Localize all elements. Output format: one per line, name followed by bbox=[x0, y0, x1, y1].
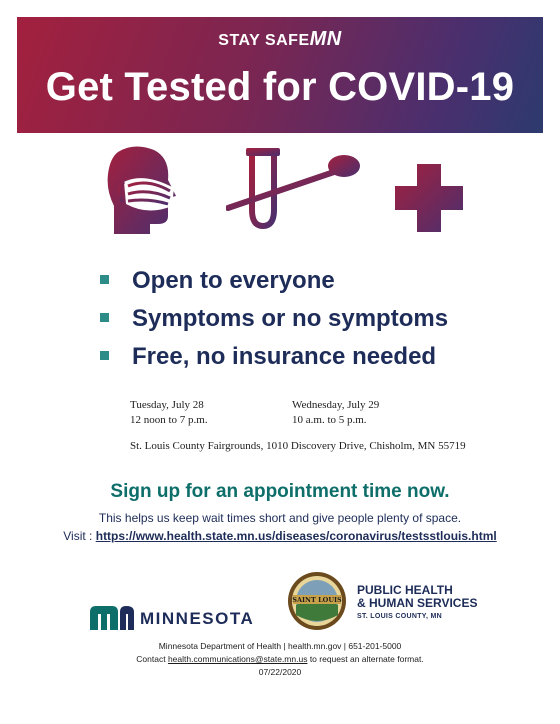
schedule-day: Wednesday, July 29 bbox=[292, 399, 380, 411]
medical-cross-icon bbox=[395, 164, 463, 232]
person-with-mask-icon bbox=[104, 146, 184, 234]
st-louis-county-seal-icon bbox=[287, 571, 347, 631]
list-item-text: Open to everyone bbox=[132, 267, 335, 294]
brand-prefix: STAY SAFE bbox=[218, 32, 310, 49]
header-banner bbox=[17, 17, 543, 133]
schedule-day: Tuesday, July 28 bbox=[130, 399, 204, 411]
location-address: St. Louis County Fairgrounds, 1010 Discovery Drive, Chisholm, MN 55719 bbox=[130, 440, 466, 452]
visit-line bbox=[0, 529, 560, 543]
schedule-day-1 bbox=[130, 398, 208, 428]
footer-suffix: to request an alternate format. bbox=[307, 654, 424, 664]
page-title: Get Tested for COVID-19 bbox=[45, 65, 515, 109]
list-item bbox=[100, 262, 500, 300]
minnesota-logo-icon bbox=[90, 606, 134, 630]
ph-line-3: ST. LOUIS COUNTY, MN bbox=[357, 613, 442, 620]
footer bbox=[0, 640, 560, 679]
test-tube-and-swab-icon bbox=[226, 148, 366, 230]
brand-suffix: MN bbox=[309, 28, 342, 50]
schedule-day-2 bbox=[292, 398, 379, 428]
registration-link[interactable]: https://www.health.state.mn.us/diseases/coronavirus/testsstlouis.html bbox=[95, 529, 497, 543]
ph-line-2: & HUMAN SERVICES bbox=[357, 596, 478, 610]
list-item-text: Symptoms or no symptoms bbox=[132, 305, 449, 332]
bullet-square-icon bbox=[100, 275, 109, 284]
footer-prefix: Contact bbox=[136, 654, 168, 664]
bullet-square-icon bbox=[100, 313, 109, 322]
icon-row bbox=[0, 146, 560, 236]
footer-date: 07/22/2020 bbox=[258, 667, 302, 677]
ph-line-1: PUBLIC HEALTH bbox=[357, 583, 453, 597]
bullet-square-icon bbox=[100, 351, 109, 360]
stay-safe-mn-logo bbox=[17, 28, 543, 51]
visit-label: Visit : bbox=[63, 529, 96, 543]
eligibility-list bbox=[100, 262, 500, 376]
minnesota-wordmark: MINNESOTA bbox=[140, 609, 255, 628]
list-item-text: Free, no insurance needed bbox=[132, 343, 437, 370]
seal-text: SAINT LOUIS bbox=[292, 596, 342, 604]
signup-heading: Sign up for an appointment time now. bbox=[110, 481, 450, 502]
list-item bbox=[100, 338, 500, 376]
signup-note: This helps us keep wait times short and give people plenty of space. bbox=[98, 511, 462, 525]
footer-contact: Minnesota Department of Health | health.mn.gov | 651-201-5000 bbox=[158, 641, 402, 651]
footer-alt-format bbox=[0, 653, 560, 666]
schedule-hours: 10 a.m. to 5 p.m. bbox=[292, 414, 367, 426]
email-link[interactable]: health.communications@state.mn.us bbox=[167, 654, 308, 664]
schedule-hours: 12 noon to 7 p.m. bbox=[130, 414, 208, 426]
list-item bbox=[100, 300, 500, 338]
public-health-logo bbox=[357, 584, 477, 623]
